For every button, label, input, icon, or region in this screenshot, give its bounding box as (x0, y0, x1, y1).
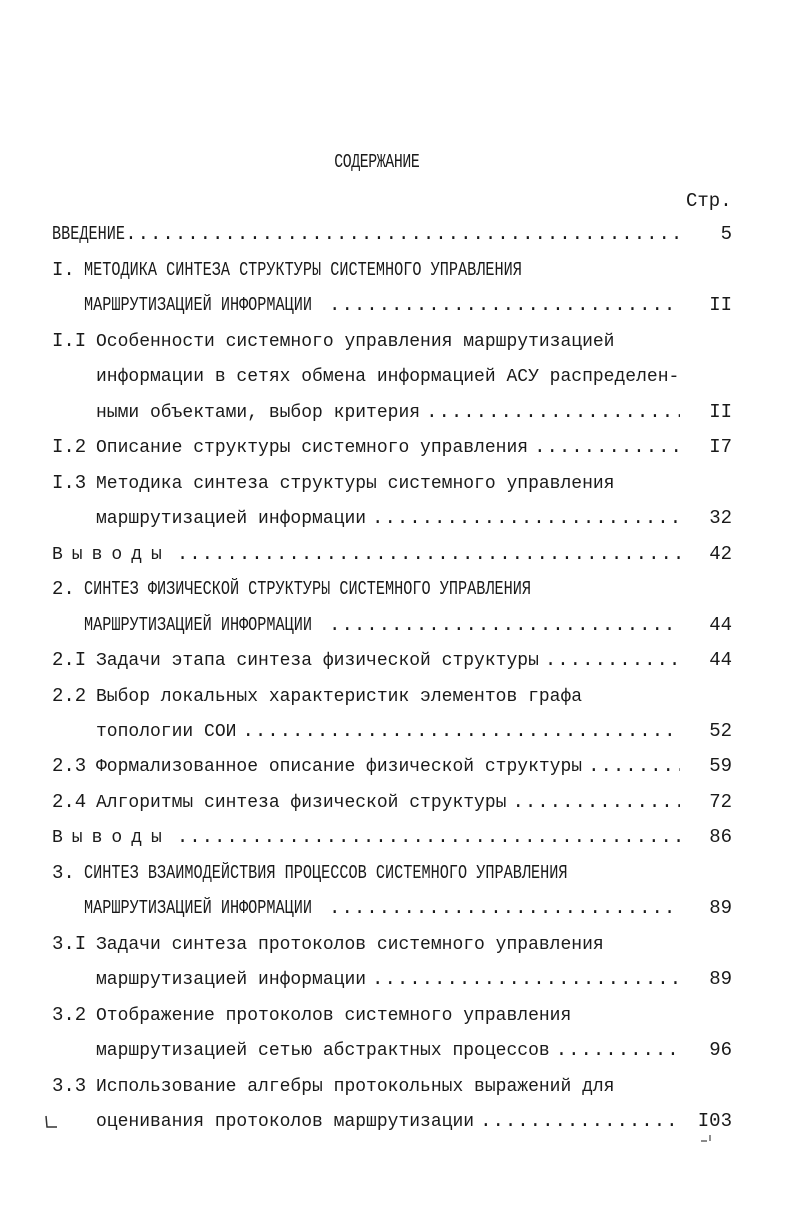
toc-leader-dots (426, 403, 680, 422)
toc-entry-page: I03 (697, 1110, 732, 1132)
toc-entry-conclusions-1[interactable] (52, 540, 732, 564)
toc-entry-text: Формализованное описание физической структуры (96, 757, 583, 777)
toc-entry-2-1[interactable] (52, 646, 732, 670)
toc-entry-number: I.2 (52, 436, 87, 458)
toc-entry-number: 3. (52, 862, 75, 884)
toc-entry-text: Задачи этапа синтеза физической структуры (96, 651, 539, 671)
toc-entry-1-2[interactable] (52, 433, 732, 457)
scan-tick-mark (700, 1132, 714, 1144)
toc-entry-page: 72 (709, 791, 732, 813)
toc-entry-page: I7 (709, 436, 732, 458)
toc-entry-text: оценивания протоколов маршрутизации (96, 1112, 475, 1132)
toc-entry-number: I.I (52, 330, 87, 352)
toc-entry-page: 59 (709, 755, 732, 777)
toc-entry-chapter-2-cont[interactable] (52, 611, 732, 635)
toc-entry-text: топологии СОИ (96, 722, 237, 742)
toc-entry-3-3[interactable] (52, 1072, 732, 1096)
toc-entry-page: 5 (720, 223, 732, 245)
toc-entry-page: 42 (709, 543, 732, 565)
toc-entry-text: МАРШРУТИЗАЦИЕЙ ИНФОРМАЦИИ (84, 614, 313, 636)
toc-entry-text: Алгоритмы синтеза физической структуры (96, 793, 507, 813)
toc-entry-3-2[interactable] (52, 1001, 732, 1025)
toc-entry-text: Описание структуры системного управления (96, 438, 529, 458)
toc-entry-page: 89 (709, 968, 732, 990)
toc-leader-dots (588, 757, 680, 776)
toc-entry-page: 52 (709, 720, 732, 742)
toc-entry-page: 44 (709, 614, 732, 636)
toc-entry-text: СИНТЕЗ ВЗАИМОДЕЙСТВИЯ ПРОЦЕССОВ СИСТЕМНОГО УПРАВЛЕНИЯ (84, 862, 568, 884)
toc-entry-number: I. (52, 259, 75, 281)
toc-entry-3-1-cont[interactable] (52, 965, 732, 989)
toc-entry-page: II (709, 294, 732, 316)
toc-entry-introduction[interactable] (52, 220, 732, 244)
toc-entry-text: Методика синтеза структуры системного управления (96, 474, 615, 494)
toc-entry-2-2[interactable] (52, 682, 732, 706)
toc-entry-text: Задачи синтеза протоколов системного управления (96, 935, 604, 955)
toc-entry-3-3-cont[interactable] (52, 1107, 732, 1131)
toc-leader-dots (177, 828, 680, 847)
toc-entry-number: 2. (52, 578, 75, 600)
toc-entry-text: ВВЕДЕНИЕ (52, 223, 125, 245)
toc-entry-page: 89 (709, 897, 732, 919)
toc-entry-3-1[interactable] (52, 930, 732, 954)
toc-entry-text: ными объектами, выбор критерия (96, 403, 421, 423)
toc-leader-dots (329, 616, 680, 635)
toc-entry-page: II (709, 401, 732, 423)
toc-entry-1-3-cont[interactable] (52, 504, 732, 528)
toc-entry-page: 32 (709, 507, 732, 529)
toc-entry-text: МАРШРУТИЗАЦИЕЙ ИНФОРМАЦИИ (84, 294, 313, 316)
toc-entry-1-1-cont2[interactable] (52, 398, 732, 422)
toc-entry-text: маршрутизацией информации (96, 509, 367, 529)
toc-entry-2-4[interactable] (52, 788, 732, 812)
toc-entry-page: 96 (709, 1039, 732, 1061)
toc-entry-chapter-1-cont[interactable] (52, 291, 732, 315)
toc-entry-2-2-cont[interactable] (52, 717, 732, 741)
toc-entry-1-1-cont[interactable] (52, 362, 732, 386)
toc-entry-number: 2.3 (52, 755, 87, 777)
toc-entry-text: МАРШРУТИЗАЦИЕЙ ИНФОРМАЦИИ (84, 897, 313, 919)
toc-leader-dots (545, 651, 680, 670)
toc-entry-text: Особенности системного управления маршрутизацией (96, 332, 615, 352)
scan-corner-mark (44, 1114, 58, 1130)
toc-leader-dots (125, 225, 680, 244)
toc-entry-text: Выбор локальных характеристик элементов графа (96, 687, 583, 707)
toc-leader-dots (534, 438, 680, 457)
toc-leader-dots (242, 722, 680, 741)
toc-entry-chapter-3-cont[interactable] (52, 894, 732, 918)
toc-leader-dots (177, 545, 680, 564)
toc-entry-conclusions-2[interactable] (52, 823, 732, 847)
toc-entry-text: Использование алгебры протокольных выражений для (96, 1077, 615, 1097)
toc-entry-1-3[interactable] (52, 469, 732, 493)
toc-entry-2-3[interactable] (52, 752, 732, 776)
toc-entry-text: МЕТОДИКА СИНТЕЗА СТРУКТУРЫ СИСТЕМНОГО УПРАВЛЕНИЯ (84, 259, 522, 281)
toc-entry-text: Отображение протоколов системного управления (96, 1006, 572, 1026)
page-title: СОДЕРЖАНИЕ (334, 151, 420, 173)
toc-entry-number: 2.2 (52, 685, 87, 707)
toc-entry-number: I.3 (52, 472, 87, 494)
toc-entry-number: 3.3 (52, 1075, 87, 1097)
toc-entry-text: Выводы (52, 545, 171, 565)
toc-entry-number: 2.4 (52, 791, 87, 813)
toc-leader-dots (372, 970, 680, 989)
toc-leader-dots (329, 296, 680, 315)
toc-leader-dots (512, 793, 680, 812)
toc-entry-1-1[interactable] (52, 327, 732, 351)
toc-leader-dots (480, 1112, 680, 1131)
toc-entry-number: 3.2 (52, 1004, 87, 1026)
toc-leader-dots (556, 1041, 680, 1060)
toc-entry-page: 44 (709, 649, 732, 671)
page-column-label: Стр. (686, 190, 732, 212)
toc-entry-chapter-2[interactable] (52, 575, 732, 599)
toc-leader-dots (372, 509, 680, 528)
toc-entry-text: маршрутизацией сетью абстрактных процессов (96, 1041, 550, 1061)
toc-entry-number: 2.I (52, 649, 87, 671)
toc-entry-3-2-cont[interactable] (52, 1036, 732, 1060)
toc-entry-text: СИНТЕЗ ФИЗИЧЕСКОЙ СТРУКТУРЫ СИСТЕМНОГО УПРАВЛЕНИЯ (84, 578, 531, 600)
toc-entry-text: информации в сетях обмена информацией АСУ распределен- (96, 367, 680, 387)
toc-entry-page: 86 (709, 826, 732, 848)
toc-entry-chapter-3[interactable] (52, 859, 732, 883)
toc-entry-text: Выводы (52, 828, 171, 848)
toc-entry-number: 3.I (52, 933, 87, 955)
toc-entry-text: маршрутизацией информации (96, 970, 367, 990)
toc-leader-dots (329, 899, 680, 918)
toc-entry-chapter-1[interactable] (52, 256, 732, 280)
